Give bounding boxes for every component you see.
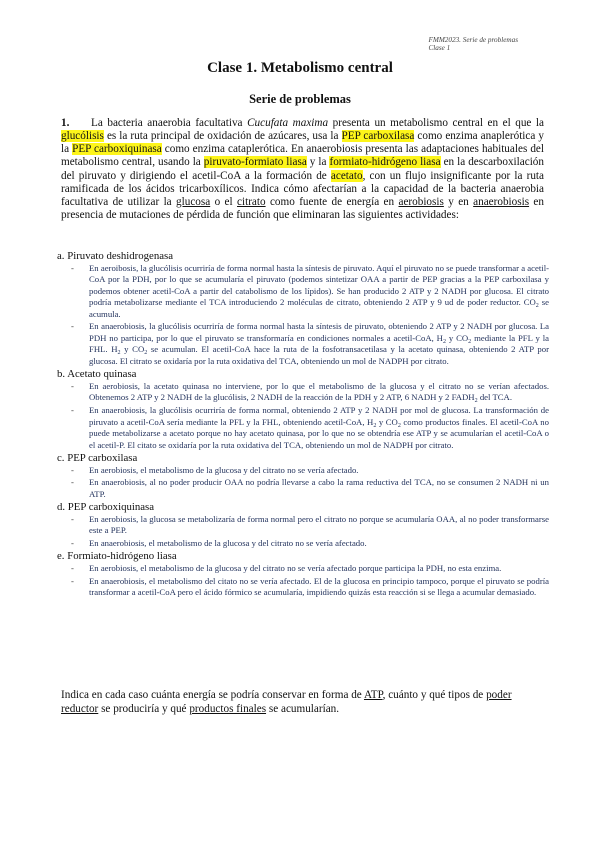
problem-statement (61, 117, 544, 222)
dash-bullet-icon: - (71, 262, 74, 273)
intro-text: en la descarboxilación del piruvato y dirigiendo el acetil-CoA a la formación de (61, 156, 544, 182)
highlight-pfl: piruvato-formiato liasa (203, 156, 307, 169)
answer-list (57, 250, 549, 600)
bullet-text: y CO (376, 416, 398, 427)
section-c-bullet-anaerobiosis (57, 477, 549, 500)
subscript: 2 (474, 398, 478, 405)
highlight-pep-carboxiquinasa: PEP carboxiquinasa (72, 143, 162, 156)
intro-text: y en (443, 195, 474, 208)
section-d-bullet-anaerobiosis (57, 538, 549, 550)
underline-citrato: citrato (237, 195, 266, 208)
section-b-label: b. Acetato quinasa (57, 368, 137, 381)
bullet-text: y CO (120, 344, 145, 355)
section-e-bullet-aerobiosis (57, 563, 549, 575)
section-e-bullet-anaerobiosis (57, 576, 549, 599)
intro-text: presenta un metabolismo central en el que la (328, 117, 544, 129)
highlight-pep-carboxilasa: PEP carboxilasa (341, 130, 415, 143)
dash-bullet-icon: - (71, 537, 74, 548)
dash-bullet-icon: - (71, 575, 74, 586)
highlight-glucolisis: glucólisis (61, 130, 104, 143)
underline-anaerobiosis: anaerobiosis (473, 195, 530, 208)
subscript: 2 (535, 303, 539, 310)
closing-text: se acumularían. (266, 703, 340, 715)
section-c-bullet-aerobiosis (57, 465, 549, 477)
bullet-text: como productos finales. El acetil-CoA no puede metabolizarse a acetato porque no hay acetato quinasa, por lo que no se obtendría ese ATP y se acumularían el acetil-CoA o el acetil-P. El citato se oxidaría por la ruta oxidativa del TCA, obteniendo un mol de NADPH por citrato. (89, 416, 549, 450)
section-a-bullet-aerobiosis (57, 263, 549, 321)
subscript: 2 (117, 350, 121, 357)
closing-question (61, 688, 544, 716)
intro-text: o el (210, 195, 238, 208)
intro-text: como fuente de energía en (265, 195, 399, 208)
dash-bullet-icon: - (71, 380, 74, 391)
bullet-text: En anaerobiosis, la glucólisis ocurriría de forma normal, obteniendo 2 ATP y 2 NADH por mol de glucosa. La transformación de piruvato a acetil-CoA sería mediante la PFL y la FHL, obteniendo acetil-CoA, H (89, 405, 549, 427)
page-header (428, 36, 518, 52)
underline-aerobiosis: aerobiosis (398, 195, 444, 208)
dash-bullet-icon: - (71, 513, 74, 524)
bullet-text: En aerobiosis, la acetato quinasa no interviene, por lo que el metabolismo de la glucosa y el citrato no se verían afectados. Obtenemos 2 ATP y 2 NADH de la glucólisis, 2 NADH de la reacción de la PDH y 2 ATP, 6 NADH y 2 FADH (89, 380, 549, 403)
closing-text: , cuánto y qué tipos de (382, 689, 487, 701)
dash-bullet-icon: - (71, 464, 74, 475)
bullet-text: En anaerobiosis, al no poder producir OAA no podría llevarse a cabo la rama reductiva del TCA, no se consumen 2 NADH ni un ATP. (89, 477, 549, 499)
bullet-text: se acumulan. El acetil-CoA hace la ruta de la fosfotransacetilasa y la acetato quinasa, obteniendo 2 ATP por glucosa. El citrato se oxidaría por la ruta oxidativa del TCA, obteniendo un mol de NADPH por citrato. (89, 344, 550, 366)
intro-text: como enzima anaplerótica y la (61, 130, 544, 156)
bullet-text: mediante la PFL y la FHL. H (89, 332, 549, 355)
subscript: 2 (442, 338, 446, 345)
intro-text: y la (306, 156, 330, 169)
species-name: Cucufata maxima (247, 117, 329, 129)
underline-glucosa: glucosa (176, 195, 211, 208)
dash-bullet-icon: - (71, 562, 74, 573)
closing-text: Indica en cada caso cuánta energía se podría conservar en forma de (61, 689, 364, 701)
bullet-text: En anaerobiosis, el metabolismo de la glucosa y del citrato no se vería afectado. (89, 537, 367, 548)
highlight-acetato: acetato (330, 169, 363, 182)
subscript: 2 (373, 422, 377, 429)
underline-poder-reductor: poder reductor (61, 689, 512, 715)
bullet-text: En aerobiosis, el metabolismo de la glucosa y del citrato no se vería afectado. (89, 464, 359, 475)
header-class: Clase 1 (428, 44, 451, 52)
subscript: 2 (144, 350, 148, 357)
header-course: FMM2023. Serie de problemas (428, 36, 518, 44)
document-title: Clase 1. Metabolismo central (207, 60, 393, 76)
bullet-text: y CO (445, 332, 469, 343)
underline-productos-finales: productos finales (189, 703, 267, 715)
intro-text: como enzima cataplerótica. En anaerobiosis presenta las adaptaciones habituales del metabolismo central, usando la (61, 143, 544, 169)
intro-text: en presencia de mutaciones de pérdida de función que eliminaran las siguientes actividades: (61, 195, 544, 222)
intro-text: , con un flujo insignificante por la ruta ramificada de los ácidos tricarboxílicos. Indica cómo afectarían a la capacidad de la bacteria anaerobia facultativa de utilizar la (61, 169, 544, 208)
section-a-label: a. Piruvato deshidrogenasa (57, 250, 174, 262)
section-b-bullet-aerobiosis (57, 381, 549, 404)
bullet-text: En aerobiosis, el metabolismo de la glucosa y del citrato no se vería afectado porque participa la PDH, no esta enzima. (89, 562, 502, 573)
bullet-text: En anaerobiosis, la glucólisis ocurriría de forma normal hasta la síntesis de piruvato, obteniendo 2 ATP y 2 NADH por glucosa. La PDH no participa, por lo que el piruvato se transformaría en condiciones normales a acetil-CoA, H (89, 321, 549, 343)
bullet-text: En aerobiosis, la glucosa se metabolizaría de forma normal pero el citrato no porque se acumularía OAA, al no poder transformarse este a PEP. (89, 513, 549, 536)
section-d-bullet-aerobiosis (57, 514, 549, 537)
subscript: 2 (468, 338, 472, 345)
section-e-label: e. Formiato-hidrógeno liasa (57, 550, 177, 563)
section-b-bullet-anaerobiosis (57, 405, 549, 451)
problem-number: 1. (61, 117, 70, 129)
bullet-text: En anaerobiosis, el metabolismo del citato no se vería afectado. El de la glucosa en principio tampoco, porque el piruvato se podría transformar a acetil-CoA pero el ácido fórmico se acumularía, impidiendo quizás esta reacción si se llega a acumular demasiado. (89, 575, 549, 598)
section-a-bullet-anaerobiosis (57, 321, 549, 367)
underline-atp: ATP (363, 689, 383, 701)
dash-bullet-icon: - (71, 477, 74, 488)
bullet-text: se acumula. (89, 297, 549, 319)
section-d-label: d. PEP carboxiquinasa (57, 501, 155, 514)
section-c-label: c. PEP carboxilasa (57, 452, 138, 465)
bullet-text: En aeroibosis, la glucólisis ocurriría de forma normal hasta la síntesis de piruvato. Aquí el piruvato no se puede transformar a acetil-CoA por la PDH, por lo que se acumularía el piruvato (podemos sintetizar OAA a partir de PEP gracias a la PEP carboxilasa y podemos obtener acetil-CoA a partir del catabolismo de los lípidos). Se han producido 2 ATP y 2 NADH por glucosa. El citrato podría metabolizarse mediante el TCA introduciendo 2 moléculas de citrato, obteniendo 2 ATP y 9 ud de poder reductor. CO (89, 262, 549, 308)
intro-text: La bacteria anaerobia facultativa (91, 117, 248, 129)
closing-text: se produciría y qué (98, 703, 190, 715)
document-subtitle: Serie de problemas (249, 92, 351, 106)
bullet-text: del TCA. (477, 392, 512, 403)
subscript: 2 (397, 422, 401, 429)
dash-bullet-icon: - (71, 405, 74, 416)
intro-text: es la ruta principal de oxidación de azúcares, usa la (103, 130, 342, 143)
highlight-fhl: formiato-hidrógeno liasa (329, 156, 441, 169)
dash-bullet-icon: - (71, 321, 74, 332)
